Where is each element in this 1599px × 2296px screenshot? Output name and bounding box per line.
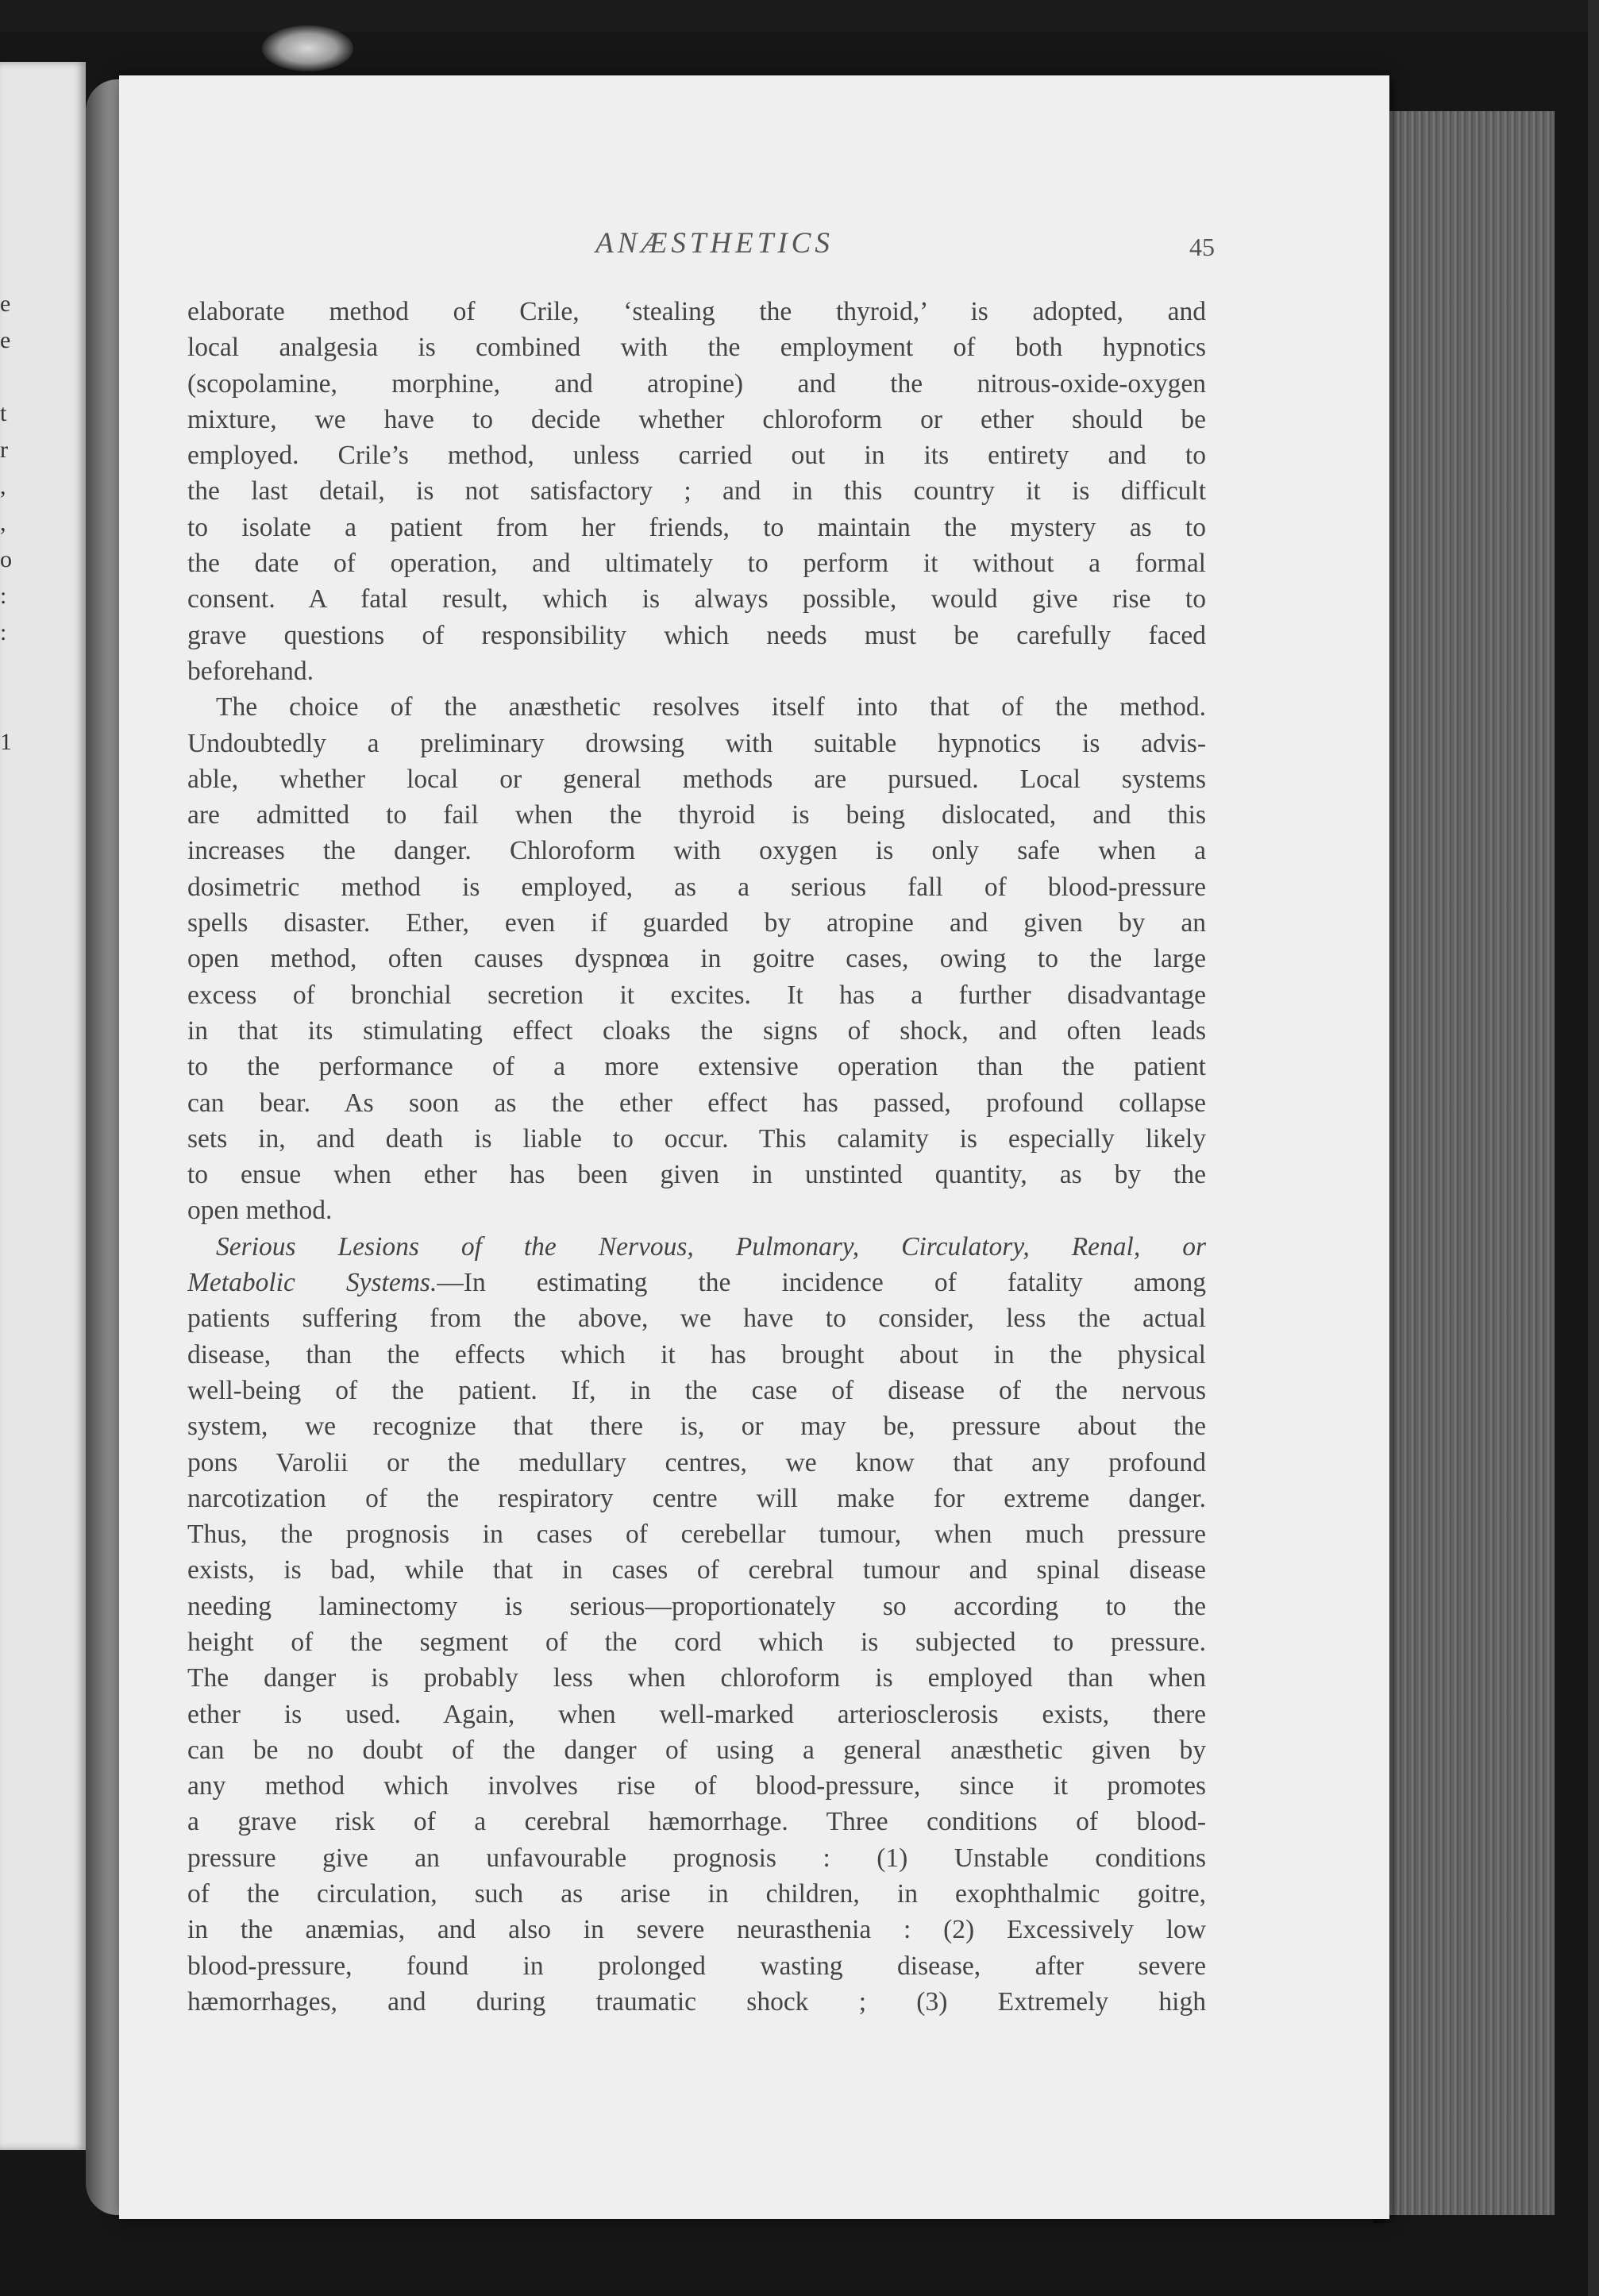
text-line: system, we recognize that there is, or may be, pressure about the bbox=[187, 1412, 1206, 1442]
facing-page-edge bbox=[0, 62, 86, 2150]
scan-dust-spot bbox=[262, 25, 353, 71]
facing-page-char: , bbox=[0, 473, 6, 499]
text-line: The danger is probably less when chloroform is employed than when bbox=[187, 1663, 1206, 1693]
text-line: exists, is bad, while that in cases of cerebral tumour and spinal disease bbox=[187, 1555, 1206, 1585]
scan-border-top bbox=[0, 0, 1599, 32]
facing-page-char: t bbox=[0, 400, 7, 426]
page-number: 45 bbox=[1189, 233, 1215, 261]
text-line: grave questions of responsibility which needs must be carefully faced bbox=[187, 620, 1206, 650]
text-line: any method which involves rise of blood-pressure, since it promotes bbox=[187, 1771, 1206, 1801]
paragraph bbox=[187, 689, 1206, 1228]
text-line: can bear. As soon as the ether effect has passed, profound collapse bbox=[187, 1088, 1206, 1118]
text-line: are admitted to fail when the thyroid is being dislocated, and this bbox=[187, 800, 1206, 830]
paragraph bbox=[187, 294, 1206, 689]
scan-border-right bbox=[1588, 0, 1599, 2296]
page-fore-edge bbox=[1381, 111, 1555, 2215]
text-line: to isolate a patient from her friends, to maintain the mystery as to bbox=[187, 512, 1206, 542]
text-line: increases the danger. Chloroform with oxygen is only safe when a bbox=[187, 836, 1206, 866]
text-line: open method. bbox=[187, 1196, 333, 1226]
text-line: needing laminectomy is serious—proportionately so according to the bbox=[187, 1591, 1206, 1621]
paragraph bbox=[187, 1229, 1206, 2021]
text-line: elaborate method of Crile, ‘stealing the thyroid,’ is adopted, and bbox=[187, 297, 1206, 326]
text-line: sets in, and death is liable to occur. This calamity is especially likely bbox=[187, 1123, 1206, 1154]
text-line: a grave risk of a cerebral hæmorrhage. Three conditions of blood- bbox=[187, 1807, 1206, 1837]
text-line: (scopolamine, morphine, and atropine) and the nitrous-oxide-oxygen bbox=[187, 368, 1206, 399]
text-line: in that its stimulating effect cloaks the signs of shock, and often leads bbox=[187, 1015, 1206, 1046]
text-line: height of the segment of the cord which is subjected to pressure. bbox=[187, 1627, 1206, 1657]
text-line: the last detail, is not satisfactory ; and in this country it is difficult bbox=[187, 476, 1206, 507]
text-line: local analgesia is combined with the employment of both hypnotics bbox=[187, 333, 1206, 363]
text-line: spells disaster. Ether, even if guarded by atropine and given by an bbox=[187, 908, 1206, 938]
text-line: can be no doubt of the danger of using a general anæsthetic given by bbox=[187, 1735, 1206, 1765]
text-line: ether is used. Again, when well-marked arteriosclerosis exists, there bbox=[187, 1699, 1206, 1729]
text-line: to ensue when ether has been given in unstinted quantity, as by the bbox=[187, 1160, 1206, 1190]
text-line: mixture, we have to decide whether chloroform or ether should be bbox=[187, 404, 1206, 434]
text-line: pressure give an unfavourable prognosis : (1) Unstable conditions bbox=[187, 1843, 1206, 1873]
text-line: Thus, the prognosis in cases of cerebellar tumour, when much pressure bbox=[187, 1520, 1206, 1550]
text-line: the date of operation, and ultimately to perform it without a formal bbox=[187, 549, 1206, 579]
text-line: able, whether local or general methods are pursued. Local systems bbox=[187, 764, 1206, 794]
facing-page-char: r bbox=[0, 437, 8, 463]
text-line: excess of bronchial secretion it excites. It has a further disadvantage bbox=[187, 980, 1206, 1010]
text-line: narcotization of the respiratory centre will make for extreme danger. bbox=[187, 1483, 1206, 1513]
text-line: blood-pressure, found in prolonged wasting disease, after severe bbox=[187, 1951, 1206, 1981]
text-line bbox=[187, 1265, 1206, 1300]
text-line: of the circulation, such as arise in children, in exophthalmic goitre, bbox=[187, 1879, 1206, 1909]
facing-page-char: , bbox=[0, 510, 6, 536]
text-line: employed. Crile’s method, unless carried out in its entirety and to bbox=[187, 441, 1206, 471]
text-line: hæmorrhages, and during traumatic shock ; (3) Extremely high bbox=[187, 1986, 1206, 2017]
text-line: beforehand. bbox=[187, 656, 314, 686]
text-line: patients suffering from the above, we have to consider, less the actual bbox=[187, 1304, 1206, 1334]
text-line: Undoubtedly a preliminary drowsing with suitable hypnotics is advis- bbox=[187, 728, 1206, 758]
facing-page-char: e bbox=[0, 291, 11, 317]
running-head: ANÆSTHETICS bbox=[595, 227, 834, 260]
text-line: dosimetric method is employed, as a serious fall of blood-pressure bbox=[187, 872, 1206, 902]
facing-page-char: : bbox=[0, 619, 7, 645]
text-line: well-being of the patient. If, in the case of disease of the nervous bbox=[187, 1375, 1206, 1405]
text-run: —In estimating the incidence of fatality among bbox=[437, 1268, 1206, 1298]
text-line: The choice of the anæsthetic resolves itself into that of the method. bbox=[216, 692, 1206, 722]
facing-page-char: 1 bbox=[0, 729, 12, 755]
text-line: pons Varolii or the medullary centres, we know that any profound bbox=[187, 1447, 1206, 1477]
text-line: consent. A fatal result, which is always possible, would give rise to bbox=[187, 584, 1206, 614]
text-line: disease, than the effects which it has brought about in the physical bbox=[187, 1339, 1206, 1370]
section-heading: Serious Lesions of the Nervous, Pulmonary, Circulatory, Renal, or bbox=[216, 1231, 1206, 1262]
text-line: to the performance of a more extensive operation than the patient bbox=[187, 1052, 1206, 1082]
body-text bbox=[187, 294, 1206, 2020]
text-line: open method, often causes dyspnœa in goitre cases, owing to the large bbox=[187, 944, 1206, 974]
section-heading-end: Metabolic Systems. bbox=[187, 1268, 437, 1298]
text-line: in the anæmias, and also in severe neurasthenia : (2) Excessively low bbox=[187, 1915, 1206, 1945]
facing-page-char: e bbox=[0, 327, 11, 353]
facing-page-char: : bbox=[0, 583, 7, 609]
facing-page-char: o bbox=[0, 546, 12, 572]
